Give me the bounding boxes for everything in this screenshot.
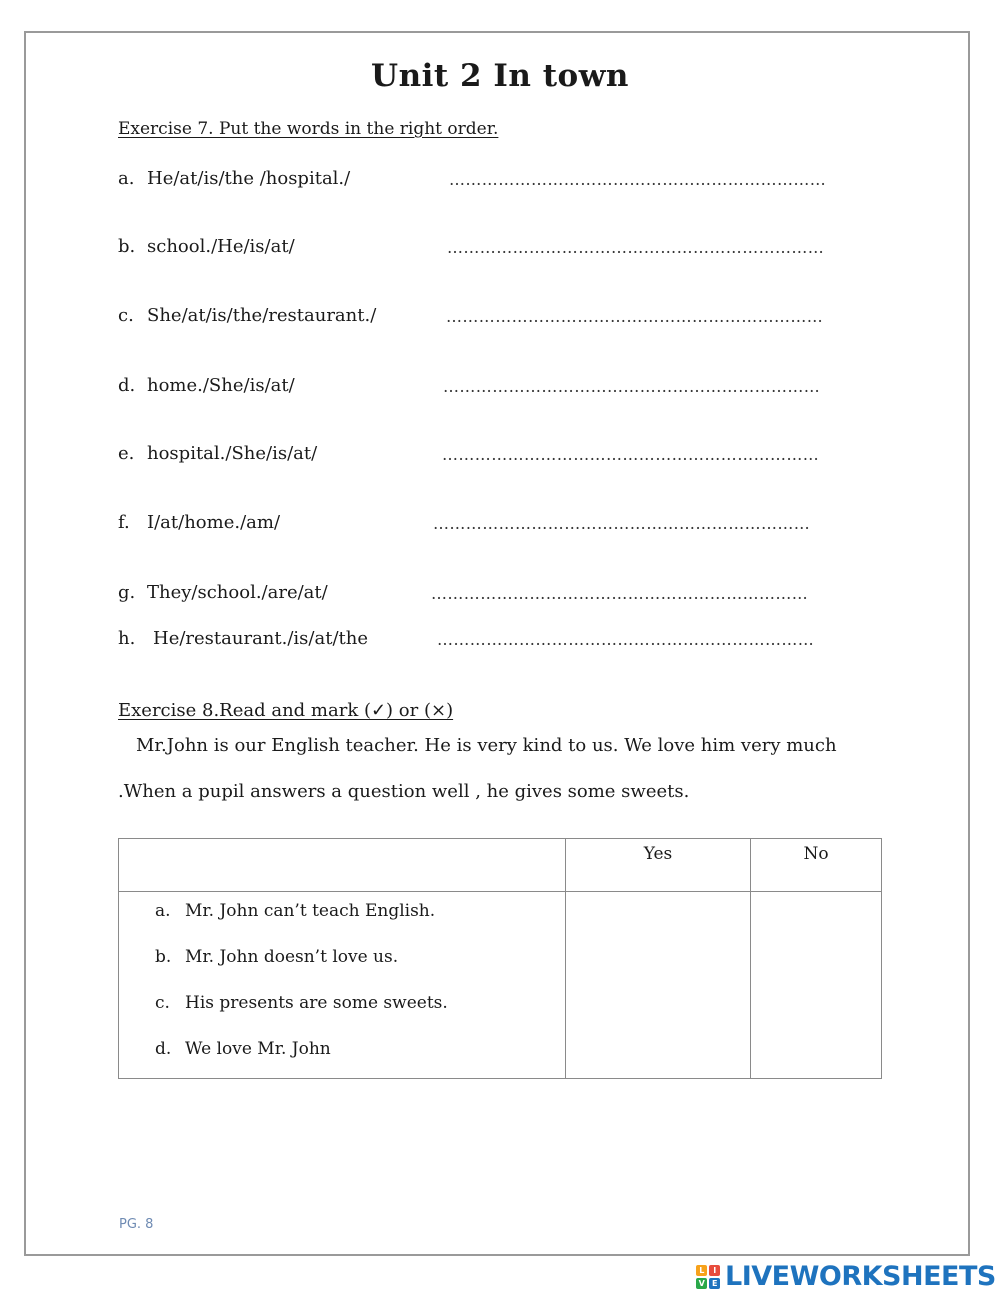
- answer-line-f[interactable]: ……………………………………………………………: [433, 514, 811, 533]
- exercise-7-heading: Exercise 7. Put the words in the right order.: [118, 119, 499, 139]
- page-number: PG. 8: [119, 1217, 154, 1232]
- exercise-7-item-f: [118, 512, 280, 533]
- item-letter: d.: [118, 375, 136, 396]
- statements-cell: [119, 892, 566, 1079]
- item-letter: e.: [118, 443, 135, 464]
- table-header-row: [119, 839, 882, 892]
- exercise-7-item-e: [118, 443, 317, 464]
- table-body-row: [119, 892, 882, 1079]
- yes-answer-cell[interactable]: [566, 892, 751, 1079]
- statement-d: [155, 1036, 565, 1062]
- statement-text: Mr. John can’t teach English.: [185, 901, 436, 921]
- exercise-7-item-c: [118, 305, 376, 326]
- item-letter: a.: [118, 168, 135, 189]
- statement-c: [155, 990, 565, 1036]
- no-answer-cell[interactable]: [751, 892, 882, 1079]
- logo-tile-i: I: [709, 1265, 720, 1276]
- header-statement: [119, 839, 566, 892]
- page-title: Unit 2 In town: [371, 58, 629, 94]
- exercise-7-item-h: [118, 628, 368, 649]
- passage-line-1: Mr.John is our English teacher. He is very kind to us. We love him very much: [136, 735, 837, 756]
- item-letter: g.: [118, 582, 136, 603]
- exercise-7-item-a: [118, 168, 350, 189]
- item-text: hospital./She/is/at/: [147, 443, 318, 464]
- brand-name: LIVEWORKSHEETS: [725, 1261, 996, 1292]
- statement-letter: d.: [155, 1039, 172, 1059]
- liveworksheets-logo[interactable]: [696, 1261, 996, 1292]
- answer-line-a[interactable]: ……………………………………………………………: [449, 170, 827, 189]
- exercise-7-item-d: [118, 375, 295, 396]
- item-text: She/at/is/the/restaurant./: [147, 305, 377, 326]
- header-yes: Yes: [566, 839, 751, 892]
- answer-line-g[interactable]: ……………………………………………………………: [431, 584, 809, 603]
- answer-line-h[interactable]: ……………………………………………………………: [437, 630, 815, 649]
- answer-line-b[interactable]: ……………………………………………………………: [447, 238, 825, 257]
- item-text: He/restaurant./is/at/the: [153, 628, 368, 649]
- statement-letter: a.: [155, 901, 171, 921]
- passage-line-2: .When a pupil answers a question well , he gives some sweets.: [118, 781, 690, 802]
- statement-b: [155, 944, 565, 990]
- item-text: I/at/home./am/: [147, 512, 281, 533]
- logo-tile-e: E: [709, 1278, 720, 1289]
- item-text: school./He/is/at/: [147, 236, 295, 257]
- item-letter: b.: [118, 236, 136, 257]
- item-text: home./She/is/at/: [147, 375, 295, 396]
- logo-tile-v: V: [696, 1278, 707, 1289]
- exercise-8-heading: Exercise 8.Read and mark (✓) or (×): [118, 700, 454, 721]
- statement-text: Mr. John doesn’t love us.: [185, 947, 399, 967]
- answer-line-d[interactable]: ……………………………………………………………: [443, 377, 821, 396]
- header-no: No: [751, 839, 882, 892]
- item-text: They/school./are/at/: [147, 582, 328, 603]
- item-letter: f.: [118, 512, 130, 533]
- item-letter: h.: [118, 628, 136, 649]
- exercise-7-item-b: [118, 236, 295, 257]
- item-text: He/at/is/the /hospital./: [147, 168, 351, 189]
- statement-letter: c.: [155, 993, 170, 1013]
- answer-line-c[interactable]: ……………………………………………………………: [446, 307, 824, 326]
- answer-table: [118, 838, 882, 1079]
- item-letter: c.: [118, 305, 134, 326]
- liveworksheets-logo-icon: [696, 1265, 720, 1289]
- exercise-7-item-g: [118, 582, 328, 603]
- statement-letter: b.: [155, 947, 172, 967]
- statement-text: His presents are some sweets.: [185, 993, 448, 1013]
- statement-text: We love Mr. John: [185, 1039, 331, 1059]
- statement-a: [155, 898, 565, 944]
- logo-tile-l: L: [696, 1265, 707, 1276]
- answer-line-e[interactable]: ……………………………………………………………: [442, 445, 820, 464]
